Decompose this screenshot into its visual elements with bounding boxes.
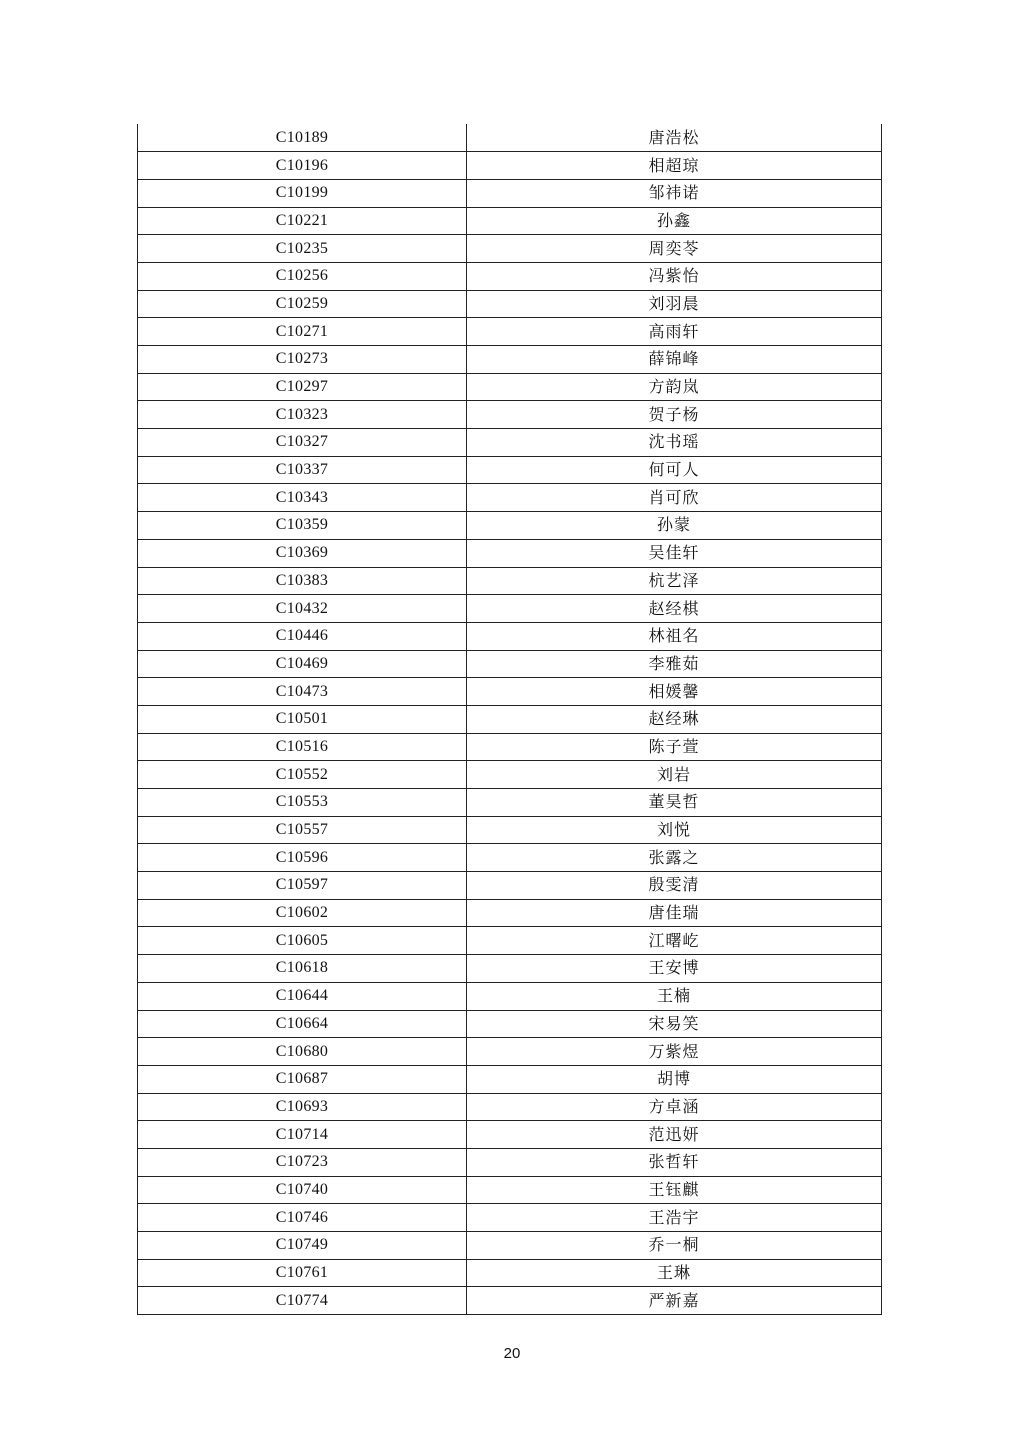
table-row xyxy=(138,595,882,623)
applicant-name-cell: 张露之 xyxy=(467,844,882,872)
applicant-name-cell: 高雨轩 xyxy=(467,318,882,346)
table-row xyxy=(138,1121,882,1149)
applicant-id-cell: C10196 xyxy=(138,152,467,180)
table-row xyxy=(138,1038,882,1066)
applicant-name-cell: 王楠 xyxy=(467,982,882,1010)
applicant-name-cell: 冯紫怡 xyxy=(467,262,882,290)
table-row xyxy=(138,816,882,844)
applicant-id-cell: C10693 xyxy=(138,1093,467,1121)
applicant-id-cell: C10596 xyxy=(138,844,467,872)
applicant-name-cell: 刘羽晨 xyxy=(467,290,882,318)
applicant-name-cell: 赵经琳 xyxy=(467,705,882,733)
applicant-id-cell: C10552 xyxy=(138,761,467,789)
table-row xyxy=(138,1287,882,1315)
applicant-name-cell: 唐浩松 xyxy=(467,124,882,152)
applicant-name-cell: 肖可欣 xyxy=(467,484,882,512)
table-row xyxy=(138,401,882,429)
applicant-name-cell: 董昊哲 xyxy=(467,789,882,817)
applicant-name-cell: 周奕苓 xyxy=(467,235,882,263)
applicant-name-cell: 李雅茹 xyxy=(467,650,882,678)
applicant-id-cell: C10714 xyxy=(138,1121,467,1149)
applicant-id-cell: C10557 xyxy=(138,816,467,844)
table-row xyxy=(138,678,882,706)
applicant-id-cell: C10746 xyxy=(138,1204,467,1232)
applicant-id-cell: C10553 xyxy=(138,789,467,817)
table-row xyxy=(138,1232,882,1260)
applicant-id-cell: C10383 xyxy=(138,567,467,595)
applicant-id-cell: C10516 xyxy=(138,733,467,761)
applicant-id-cell: C10644 xyxy=(138,982,467,1010)
table-row xyxy=(138,705,882,733)
applicant-id-cell: C10749 xyxy=(138,1232,467,1260)
table-row xyxy=(138,1065,882,1093)
applicant-name-cell: 王浩宇 xyxy=(467,1204,882,1232)
applicant-name-cell: 相超琼 xyxy=(467,152,882,180)
applicant-name-cell: 刘岩 xyxy=(467,761,882,789)
table-row xyxy=(138,290,882,318)
applicant-name-cell: 万紫煜 xyxy=(467,1038,882,1066)
applicant-name-cell: 刘悦 xyxy=(467,816,882,844)
table-row xyxy=(138,955,882,983)
applicant-id-cell: C10605 xyxy=(138,927,467,955)
applicant-id-cell: C10343 xyxy=(138,484,467,512)
applicant-name-cell: 赵经棋 xyxy=(467,595,882,623)
table-row xyxy=(138,373,882,401)
applicant-id-cell: C10473 xyxy=(138,678,467,706)
table-row xyxy=(138,927,882,955)
table-row xyxy=(138,1148,882,1176)
applicant-id-cell: C10297 xyxy=(138,373,467,401)
table-row xyxy=(138,262,882,290)
table-row xyxy=(138,512,882,540)
applicant-name-cell: 殷雯清 xyxy=(467,872,882,900)
applicant-id-cell: C10189 xyxy=(138,124,467,152)
applicant-name-cell: 范迅妍 xyxy=(467,1121,882,1149)
applicant-id-cell: C10680 xyxy=(138,1038,467,1066)
table-row xyxy=(138,456,882,484)
table-row xyxy=(138,539,882,567)
applicant-id-cell: C10740 xyxy=(138,1176,467,1204)
table-row xyxy=(138,1093,882,1121)
applicant-id-cell: C10359 xyxy=(138,512,467,540)
applicant-id-cell: C10664 xyxy=(138,1010,467,1038)
applicant-id-cell: C10501 xyxy=(138,705,467,733)
applicant-id-cell: C10327 xyxy=(138,429,467,457)
applicant-name-cell: 唐佳瑞 xyxy=(467,899,882,927)
applicant-id-cell: C10687 xyxy=(138,1065,467,1093)
applicant-name-cell: 孙鑫 xyxy=(467,207,882,235)
table-row xyxy=(138,346,882,374)
table-row xyxy=(138,844,882,872)
table-row xyxy=(138,789,882,817)
applicant-name-cell: 张哲轩 xyxy=(467,1148,882,1176)
applicant-name-cell: 胡博 xyxy=(467,1065,882,1093)
applicant-name-cell: 王钰麒 xyxy=(467,1176,882,1204)
table-row xyxy=(138,429,882,457)
table-row xyxy=(138,1010,882,1038)
table-row xyxy=(138,761,882,789)
applicant-id-cell: C10602 xyxy=(138,899,467,927)
applicant-name-cell: 贺子杨 xyxy=(467,401,882,429)
page-number: 20 xyxy=(503,1345,521,1362)
applicant-name-cell: 王安博 xyxy=(467,955,882,983)
applicant-id-cell: C10446 xyxy=(138,622,467,650)
table-row xyxy=(138,179,882,207)
applicant-id-cell: C10199 xyxy=(138,179,467,207)
table-row xyxy=(138,207,882,235)
applicant-name-cell: 宋易笑 xyxy=(467,1010,882,1038)
applicant-id-cell: C10235 xyxy=(138,235,467,263)
applicant-id-cell: C10618 xyxy=(138,955,467,983)
roster-table-body xyxy=(138,124,882,1315)
table-row xyxy=(138,152,882,180)
applicant-id-cell: C10597 xyxy=(138,872,467,900)
table-row xyxy=(138,567,882,595)
applicant-id-cell: C10761 xyxy=(138,1259,467,1287)
applicant-name-cell: 邹祎诺 xyxy=(467,179,882,207)
applicant-id-cell: C10369 xyxy=(138,539,467,567)
table-row xyxy=(138,318,882,346)
applicant-id-cell: C10432 xyxy=(138,595,467,623)
table-row xyxy=(138,1204,882,1232)
applicant-name-cell: 沈书瑶 xyxy=(467,429,882,457)
applicant-name-cell: 王琳 xyxy=(467,1259,882,1287)
table-row xyxy=(138,872,882,900)
applicant-name-cell: 何可人 xyxy=(467,456,882,484)
applicant-id-cell: C10469 xyxy=(138,650,467,678)
applicant-name-cell: 相媛馨 xyxy=(467,678,882,706)
table-row xyxy=(138,484,882,512)
applicant-name-cell: 陈子萱 xyxy=(467,733,882,761)
applicant-name-cell: 乔一桐 xyxy=(467,1232,882,1260)
applicant-name-cell: 薛锦峰 xyxy=(467,346,882,374)
applicant-name-cell: 林祖名 xyxy=(467,622,882,650)
applicant-name-cell: 杭艺泽 xyxy=(467,567,882,595)
table-row xyxy=(138,622,882,650)
table-row xyxy=(138,650,882,678)
applicant-id-cell: C10323 xyxy=(138,401,467,429)
applicant-id-cell: C10723 xyxy=(138,1148,467,1176)
table-row xyxy=(138,124,882,152)
applicant-id-cell: C10259 xyxy=(138,290,467,318)
table-row xyxy=(138,235,882,263)
table-row xyxy=(138,982,882,1010)
table-row xyxy=(138,1176,882,1204)
applicant-name-cell: 孙蒙 xyxy=(467,512,882,540)
roster-table xyxy=(137,124,882,1315)
applicant-id-cell: C10256 xyxy=(138,262,467,290)
table-row xyxy=(138,899,882,927)
applicant-name-cell: 方韵岚 xyxy=(467,373,882,401)
applicant-name-cell: 方卓涵 xyxy=(467,1093,882,1121)
applicant-name-cell: 吴佳轩 xyxy=(467,539,882,567)
applicant-id-cell: C10273 xyxy=(138,346,467,374)
applicant-id-cell: C10271 xyxy=(138,318,467,346)
roster-table-container xyxy=(137,124,881,1315)
applicant-name-cell: 严新嘉 xyxy=(467,1287,882,1315)
table-row xyxy=(138,733,882,761)
applicant-id-cell: C10337 xyxy=(138,456,467,484)
table-row xyxy=(138,1259,882,1287)
applicant-id-cell: C10774 xyxy=(138,1287,467,1315)
applicant-id-cell: C10221 xyxy=(138,207,467,235)
applicant-name-cell: 江曙屹 xyxy=(467,927,882,955)
